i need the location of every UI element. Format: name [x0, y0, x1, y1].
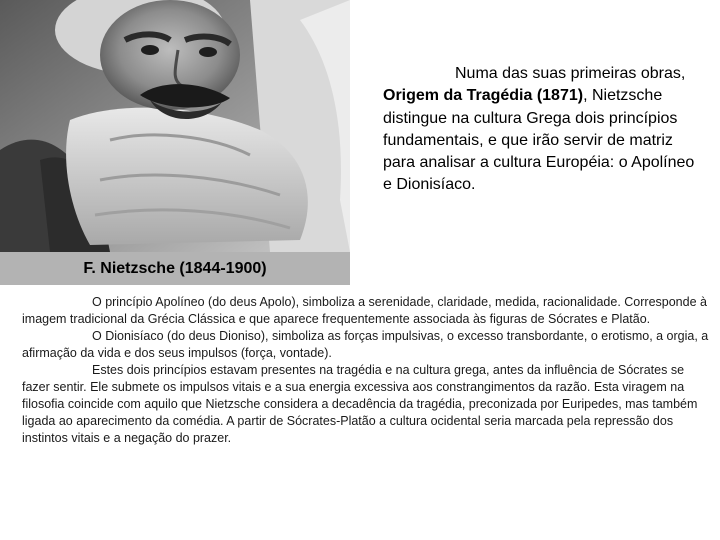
paragraph-dionisiaco: O Dionisíaco (do deus Dioniso), simboliza as forças impulsivas, o excesso transbordante, o erotismo, a orgia, a afirmação da vida e dos seus impulsos (força, vontade). [22, 329, 709, 360]
intro-text-after: , Nietzsche distingue na cultura Grega dois princípios fundamentais, e que irão servir de matriz para analisar a cultura Européia: o Apolíneo e Dionisíaco. [383, 87, 695, 194]
body-text [22, 294, 712, 447]
intro-work-title: Origem da Tragédia (1871) [383, 87, 584, 105]
intro-text-before: Numa das suas primeiras obras, [455, 65, 686, 82]
portrait-illustration [0, 0, 350, 252]
paragraph-socrates: Estes dois princípios estavam presentes na tragédia e na cultura grega, antes da influência de Sócrates se fazer sentir. Ele submete os impulsos vitais e a sua energia excessiva aos constrangimentos da razão. Esta viragem na filosofia coincide com aquilo que Nietzsche considera a decadência da tragédia, preconizada por Euripedes, mas também ligada ao aparecimento da comédia. A partir de Sócrates-Platão a cultura ocidental seria marcada pela repressão dos instintos vitais e a negação do prazer. [22, 363, 698, 445]
intro-paragraph [383, 63, 703, 197]
portrait-caption-bar [0, 252, 350, 285]
portrait-caption: F. Nietzsche (1844-1900) [83, 259, 267, 277]
paragraph-apolineo: O princípio Apolíneo (do deus Apolo), simboliza a serenidade, claridade, medida, racionalidade. Corresponde à imagem tradicional da Grécia Clássica e que aparece frequentemente associada às figuras de Sócrates e Platão. [22, 295, 707, 326]
portrait-photo [0, 0, 350, 252]
